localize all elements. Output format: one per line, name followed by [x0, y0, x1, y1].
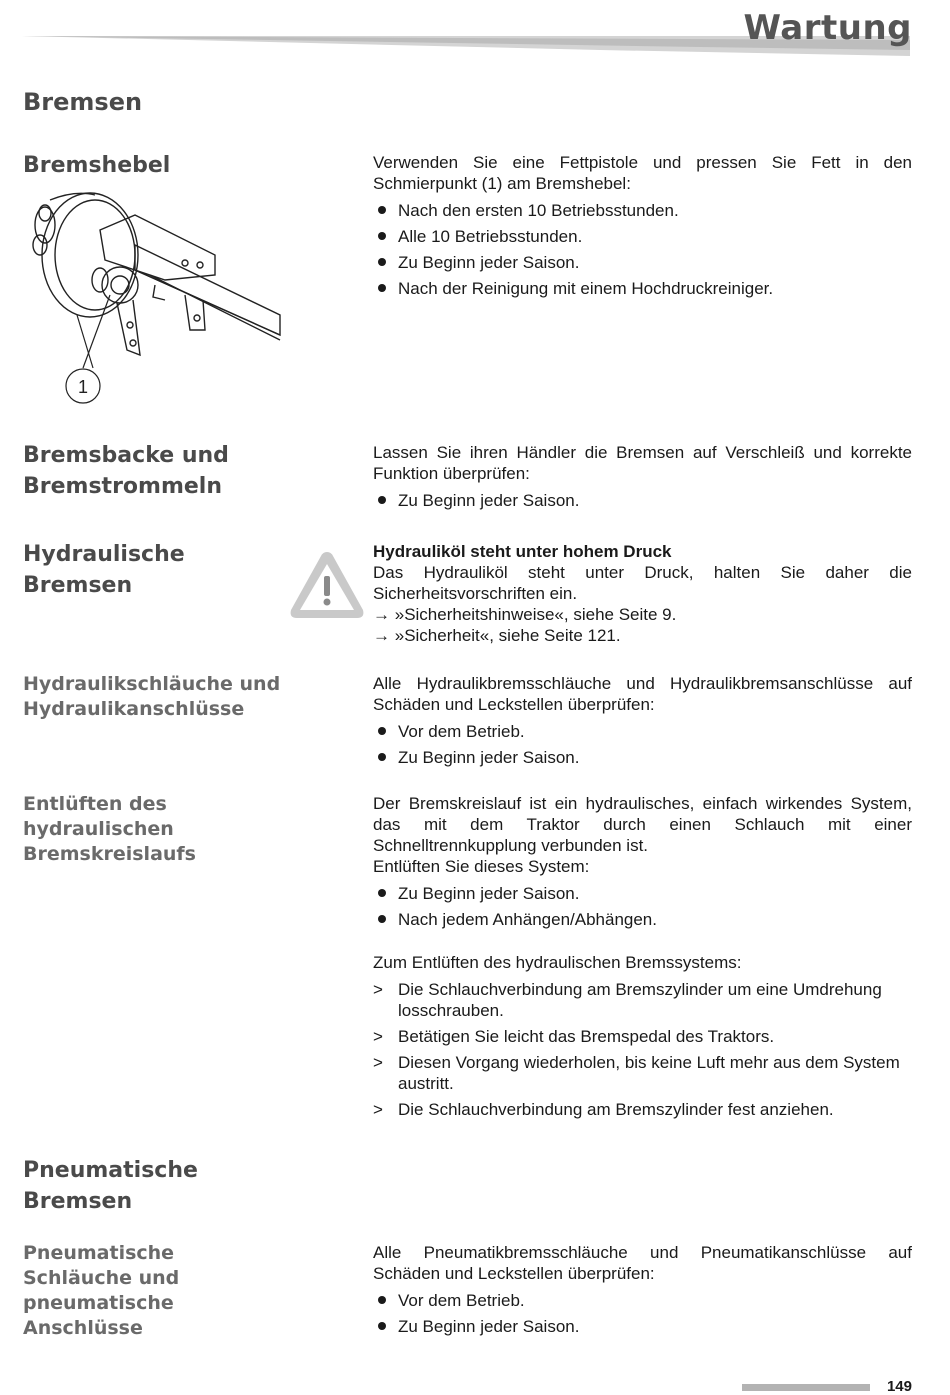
pneu-schlaeuche-intro: Alle Pneumatikbremsschläuche und Pneumatikanschlüsse auf Schäden und Leckstellen überprüfen: — [373, 1243, 912, 1283]
arrow-icon: → — [373, 605, 390, 624]
list-item: Zu Beginn jeder Saison. — [373, 883, 912, 904]
list-item: Nach jedem Anhängen/Abhängen. — [373, 909, 912, 930]
list-item: Zu Beginn jeder Saison. — [373, 252, 912, 273]
section-title-hydraulikschlaeuche: Hydraulikschläuche und Hydraulikanschlüsse — [23, 673, 281, 720]
bremshebel-content — [373, 152, 912, 304]
callout-number: 1 — [77, 377, 89, 397]
list-item: Zu Beginn jeder Saison. — [373, 1316, 912, 1337]
schlaeuche-intro: Alle Hydraulikbremsschläuche und Hydraulikbremsanschlüsse auf Schäden und Leckstellen überprüfen: — [373, 674, 912, 714]
entlueften-content — [373, 793, 912, 1125]
list-item: Zu Beginn jeder Saison. — [373, 747, 912, 768]
step-item: > Diesen Vorgang wiederholen, bis keine Luft mehr aus dem System austritt. — [373, 1053, 900, 1093]
list-item: Vor dem Betrieb. — [373, 1290, 912, 1311]
reference-sicherheit[interactable]: → »Sicherheit«, siehe Seite 121. — [373, 626, 621, 645]
entlueften-intro2: Entlüften Sie dieses System: — [373, 857, 590, 876]
list-item: Alle 10 Betriebsstunden. — [373, 226, 912, 247]
pneu-schlaeuche-content — [373, 1242, 912, 1342]
section-title-entlueften: Entlüften des hydraulischen Bremskreislaufs — [23, 793, 196, 865]
hydraulisch-content — [373, 541, 912, 646]
bremsbacke-intro: Lassen Sie ihren Händler die Bremsen auf Verschleiß und korrekte Funktion überprüfen: — [373, 443, 912, 483]
bremshebel-list — [373, 200, 912, 299]
warning-title: Hydrauliköl steht unter hohem Druck — [373, 542, 672, 561]
entlueften-intro: Der Bremskreislauf ist ein hydraulisches, einfach wirkendes System, das mit dem Traktor durch einen Schlauch mit einer Schnelltrennkupplung verbunden ist. — [373, 794, 912, 855]
bremsbacke-content — [373, 442, 912, 516]
section-title-bremshebel: Bremshebel — [23, 153, 171, 178]
bremsbacke-list — [373, 490, 912, 511]
list-item: Vor dem Betrieb. — [373, 721, 912, 742]
warning-text: Das Hydrauliköl steht unter Druck, halten Sie daher die Sicherheitsvorschriften ein. — [373, 563, 912, 603]
section-title-pneumatisch: Pneumatische Bremsen — [23, 1158, 198, 1214]
footer-bar — [742, 1384, 870, 1391]
steps-intro: Zum Entlüften des hydraulischen Bremssystems: — [373, 953, 742, 972]
schlaeuche-content — [373, 673, 912, 773]
section-title-bremsbacke: Bremsbacke und Bremstrommeln — [23, 443, 229, 499]
pneu-schlaeuche-list — [373, 1290, 912, 1337]
list-item: Nach den ersten 10 Betriebsstunden. — [373, 200, 912, 221]
header-title: Wartung — [743, 8, 912, 48]
step-item: > Betätigen Sie leicht das Bremspedal des Traktors. — [373, 1027, 775, 1046]
step-item: > Die Schlauchverbindung am Bremszylinder um eine Umdrehung losschrauben. — [373, 980, 882, 1020]
brake-lever-illustration — [15, 185, 285, 410]
section-title-pneu-schlaeuche: Pneumatische Schläuche und pneumatische Anschlüsse — [23, 1242, 180, 1339]
page-number: 149 — [886, 1378, 912, 1395]
section-title-bremsen: Bremsen — [23, 88, 143, 116]
entlueften-list — [373, 883, 912, 930]
list-item: Nach der Reinigung mit einem Hochdruckreiniger. — [373, 278, 912, 299]
bremshebel-intro: Verwenden Sie eine Fettpistole und pressen Sie Fett in den Schmierpunkt (1) am Bremshebel: — [373, 153, 912, 193]
reference-sicherheitshinweise[interactable]: → »Sicherheitshinweise«, siehe Seite 9. — [373, 605, 677, 624]
step-item: > Die Schlauchverbindung am Bremszylinder fest anziehen. — [373, 1100, 834, 1119]
warning-triangle-icon — [287, 548, 367, 622]
list-item: Zu Beginn jeder Saison. — [373, 490, 912, 511]
steps-list — [373, 979, 912, 1120]
schlaeuche-list — [373, 721, 912, 768]
section-title-hydraulisch: Hydraulische Bremsen — [23, 542, 185, 598]
arrow-icon: → — [373, 626, 390, 645]
